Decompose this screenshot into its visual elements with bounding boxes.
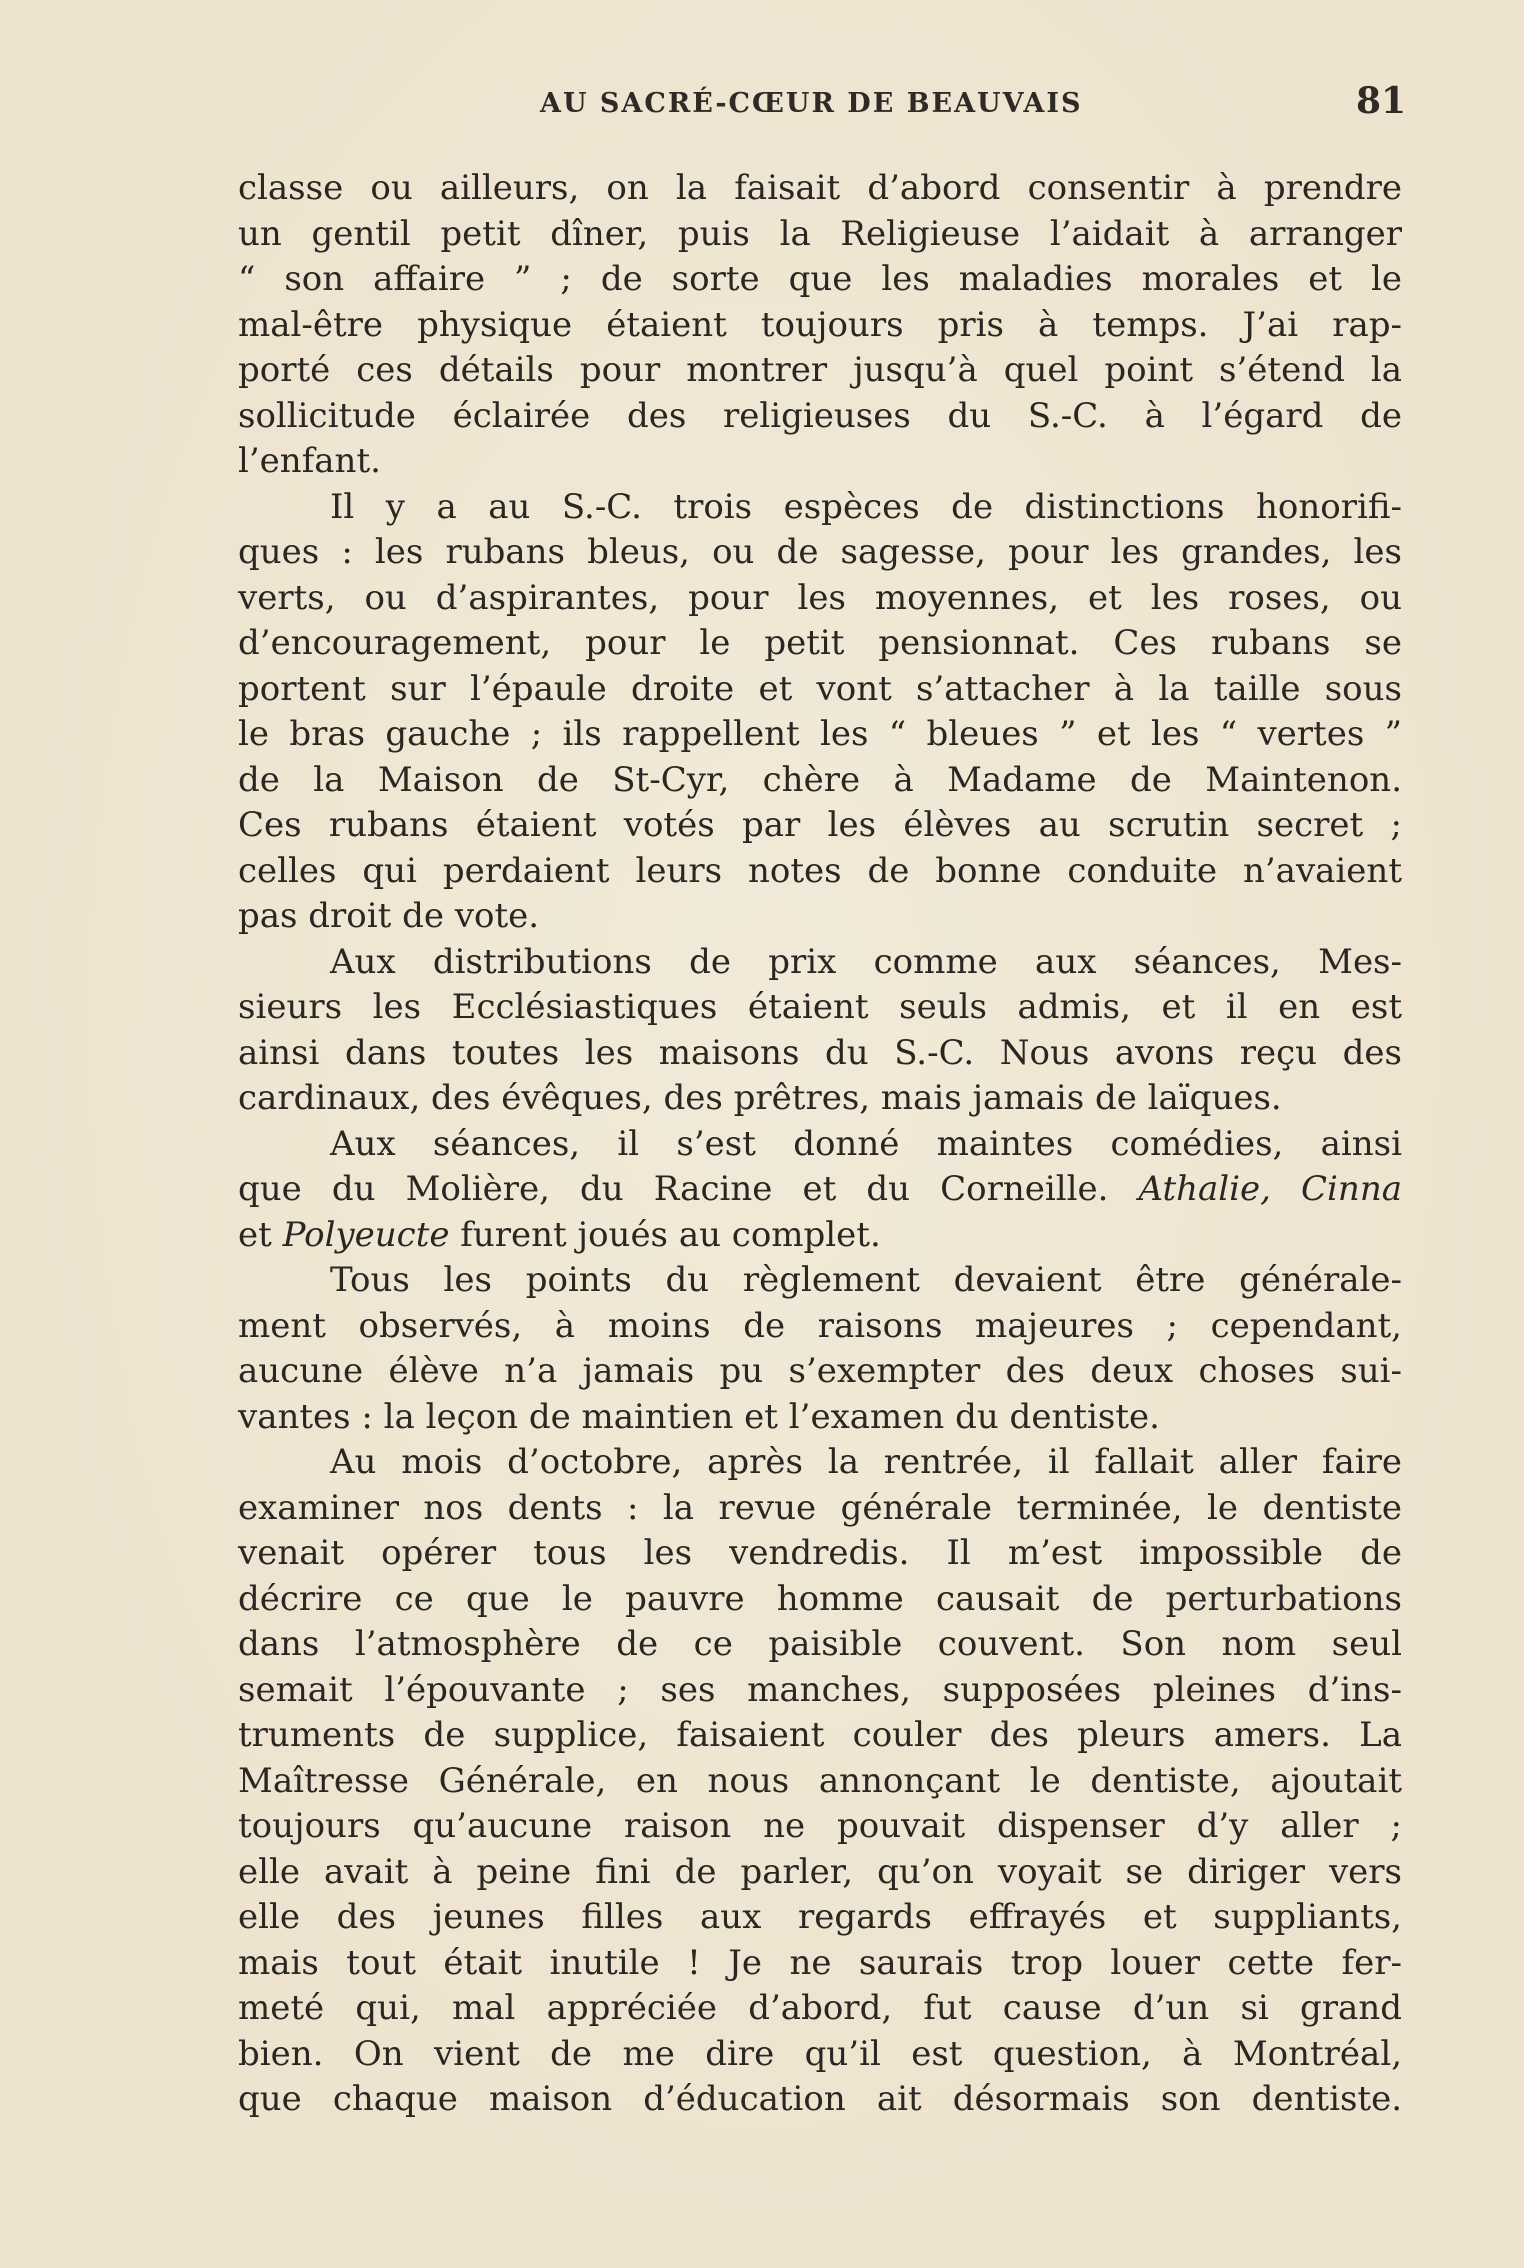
text-line: venait opérer tous les vendredis. Il m’est impossible de (238, 1533, 1402, 1573)
text-line: dans l’atmosphère de ce paisible couvent. Son nom seul (238, 1624, 1402, 1664)
text-line: sieurs les Ecclésiastiques étaient seuls admis, et il en est (238, 987, 1402, 1027)
italic-play-title: Polyeucte (282, 1214, 450, 1255)
text-line: Il y a au S.-C. trois espèces de distinctions honorifi- (330, 486, 1402, 527)
text-line: l’enfant. (238, 441, 381, 481)
text-line: elle des jeunes filles aux regards effrayés et suppliants, (238, 1897, 1402, 1937)
text-run: Aux séances, il s’est donné maintes comédies, ainsi (330, 1123, 1402, 1164)
running-head-title: AU SACRÉ-CŒUR DE BEAUVAIS (540, 88, 1083, 119)
text-run: furent joués au complet. (449, 1214, 881, 1255)
text-line: porté ces détails pour montrer jusqu’à quel point s’étend la (238, 350, 1402, 390)
text-line: Ces rubans étaient votés par les élèves au scrutin secret ; (238, 805, 1402, 845)
text-line: verts, ou d’aspirantes, pour les moyennes, et les roses, ou (238, 577, 1402, 618)
text-line: meté qui, mal appréciée d’abord, fut cause d’un si grand (238, 1988, 1402, 2028)
body-text (238, 166, 1402, 2123)
text-line: classe ou ailleurs, on la faisait d’abord consentir à prendre (238, 168, 1402, 208)
text-run: et (238, 1214, 283, 1255)
text-line: pas droit de vote. (238, 896, 540, 936)
text-line: vantes : la leçon de maintien et l’examen du dentiste. (238, 1396, 1160, 1437)
italic-play-titles: Athalie, Cinna (1138, 1169, 1402, 1209)
text-line: Aux distributions de prix comme aux séances, Mes- (330, 941, 1402, 982)
text-line (238, 1213, 1402, 1259)
text-line: le bras gauche ; ils rappellent les “ bleues ” et les “ vertes ” (238, 714, 1402, 754)
text-line: Tous les points du règlement devaient être générale- (330, 1260, 1402, 1300)
text-line: mal-être physique étaient toujours pris à temps. J’ai rap- (238, 304, 1402, 345)
text-line: aucune élève n’a jamais pu s’exempter des deux choses sui- (238, 1351, 1402, 1391)
text-line: elle avait à peine fini de parler, qu’on voyait se diriger vers (238, 1851, 1402, 1892)
text-line: ques : les rubans bleus, ou de sagesse, pour les grandes, les (238, 532, 1402, 572)
text-line: ment observés, à moins de raisons majeures ; cependant, (238, 1305, 1402, 1346)
text-line: Au mois d’octobre, après la rentrée, il fallait aller faire (330, 1442, 1402, 1482)
text-line: de la Maison de St-Cyr, chère à Madame de Maintenon. (238, 759, 1402, 800)
text-line: portent sur l’épaule droite et vont s’attacher à la taille sous (238, 668, 1402, 709)
page-number: 81 (1356, 80, 1407, 122)
text-line: bien. On vient de me dire qu’il est question, à Montréal, (238, 2033, 1402, 2074)
text-line: sollicitude éclairée des religieuses du S.-C. à l’égard de (238, 395, 1402, 436)
text-line (238, 1122, 1402, 1168)
text-line: truments de supplice, faisaient couler des pleurs amers. La (238, 1715, 1402, 1755)
text-line: celles qui perdaient leurs notes de bonne conduite n’avaient (238, 850, 1402, 891)
text-line: ainsi dans toutes les maisons du S.-C. Nous avons reçu des (238, 1032, 1402, 1073)
text-line: décrire ce que le pauvre homme causait de perturbations (238, 1578, 1402, 1619)
text-line: un gentil petit dîner, puis la Religieuse l’aidait à arranger (238, 213, 1402, 254)
text-run: que du Molière, du Racine et du Corneille. (238, 1169, 1139, 1209)
text-line: que chaque maison d’éducation ait désormais son dentiste. (238, 2079, 1402, 2119)
text-line: d’encouragement, pour le petit pensionnat. Ces rubans se (238, 623, 1402, 663)
text-line (238, 1167, 1402, 1213)
text-line: mais tout était inutile ! Je ne saurais trop louer cette fer- (238, 1942, 1402, 1983)
text-line: examiner nos dents : la revue générale terminée, le dentiste (238, 1487, 1402, 1528)
text-line: “ son affaire ” ; de sorte que les maladies morales et le (238, 259, 1402, 299)
text-line: toujours qu’aucune raison ne pouvait dispenser d’y aller ; (238, 1806, 1402, 1846)
text-line: Maîtresse Générale, en nous annonçant le dentiste, ajoutait (238, 1760, 1402, 1801)
text-line: cardinaux, des évêques, des prêtres, mais jamais de laïques. (238, 1078, 1282, 1118)
text-line: semait l’épouvante ; ses manches, supposées pleines d’ins- (238, 1669, 1402, 1710)
